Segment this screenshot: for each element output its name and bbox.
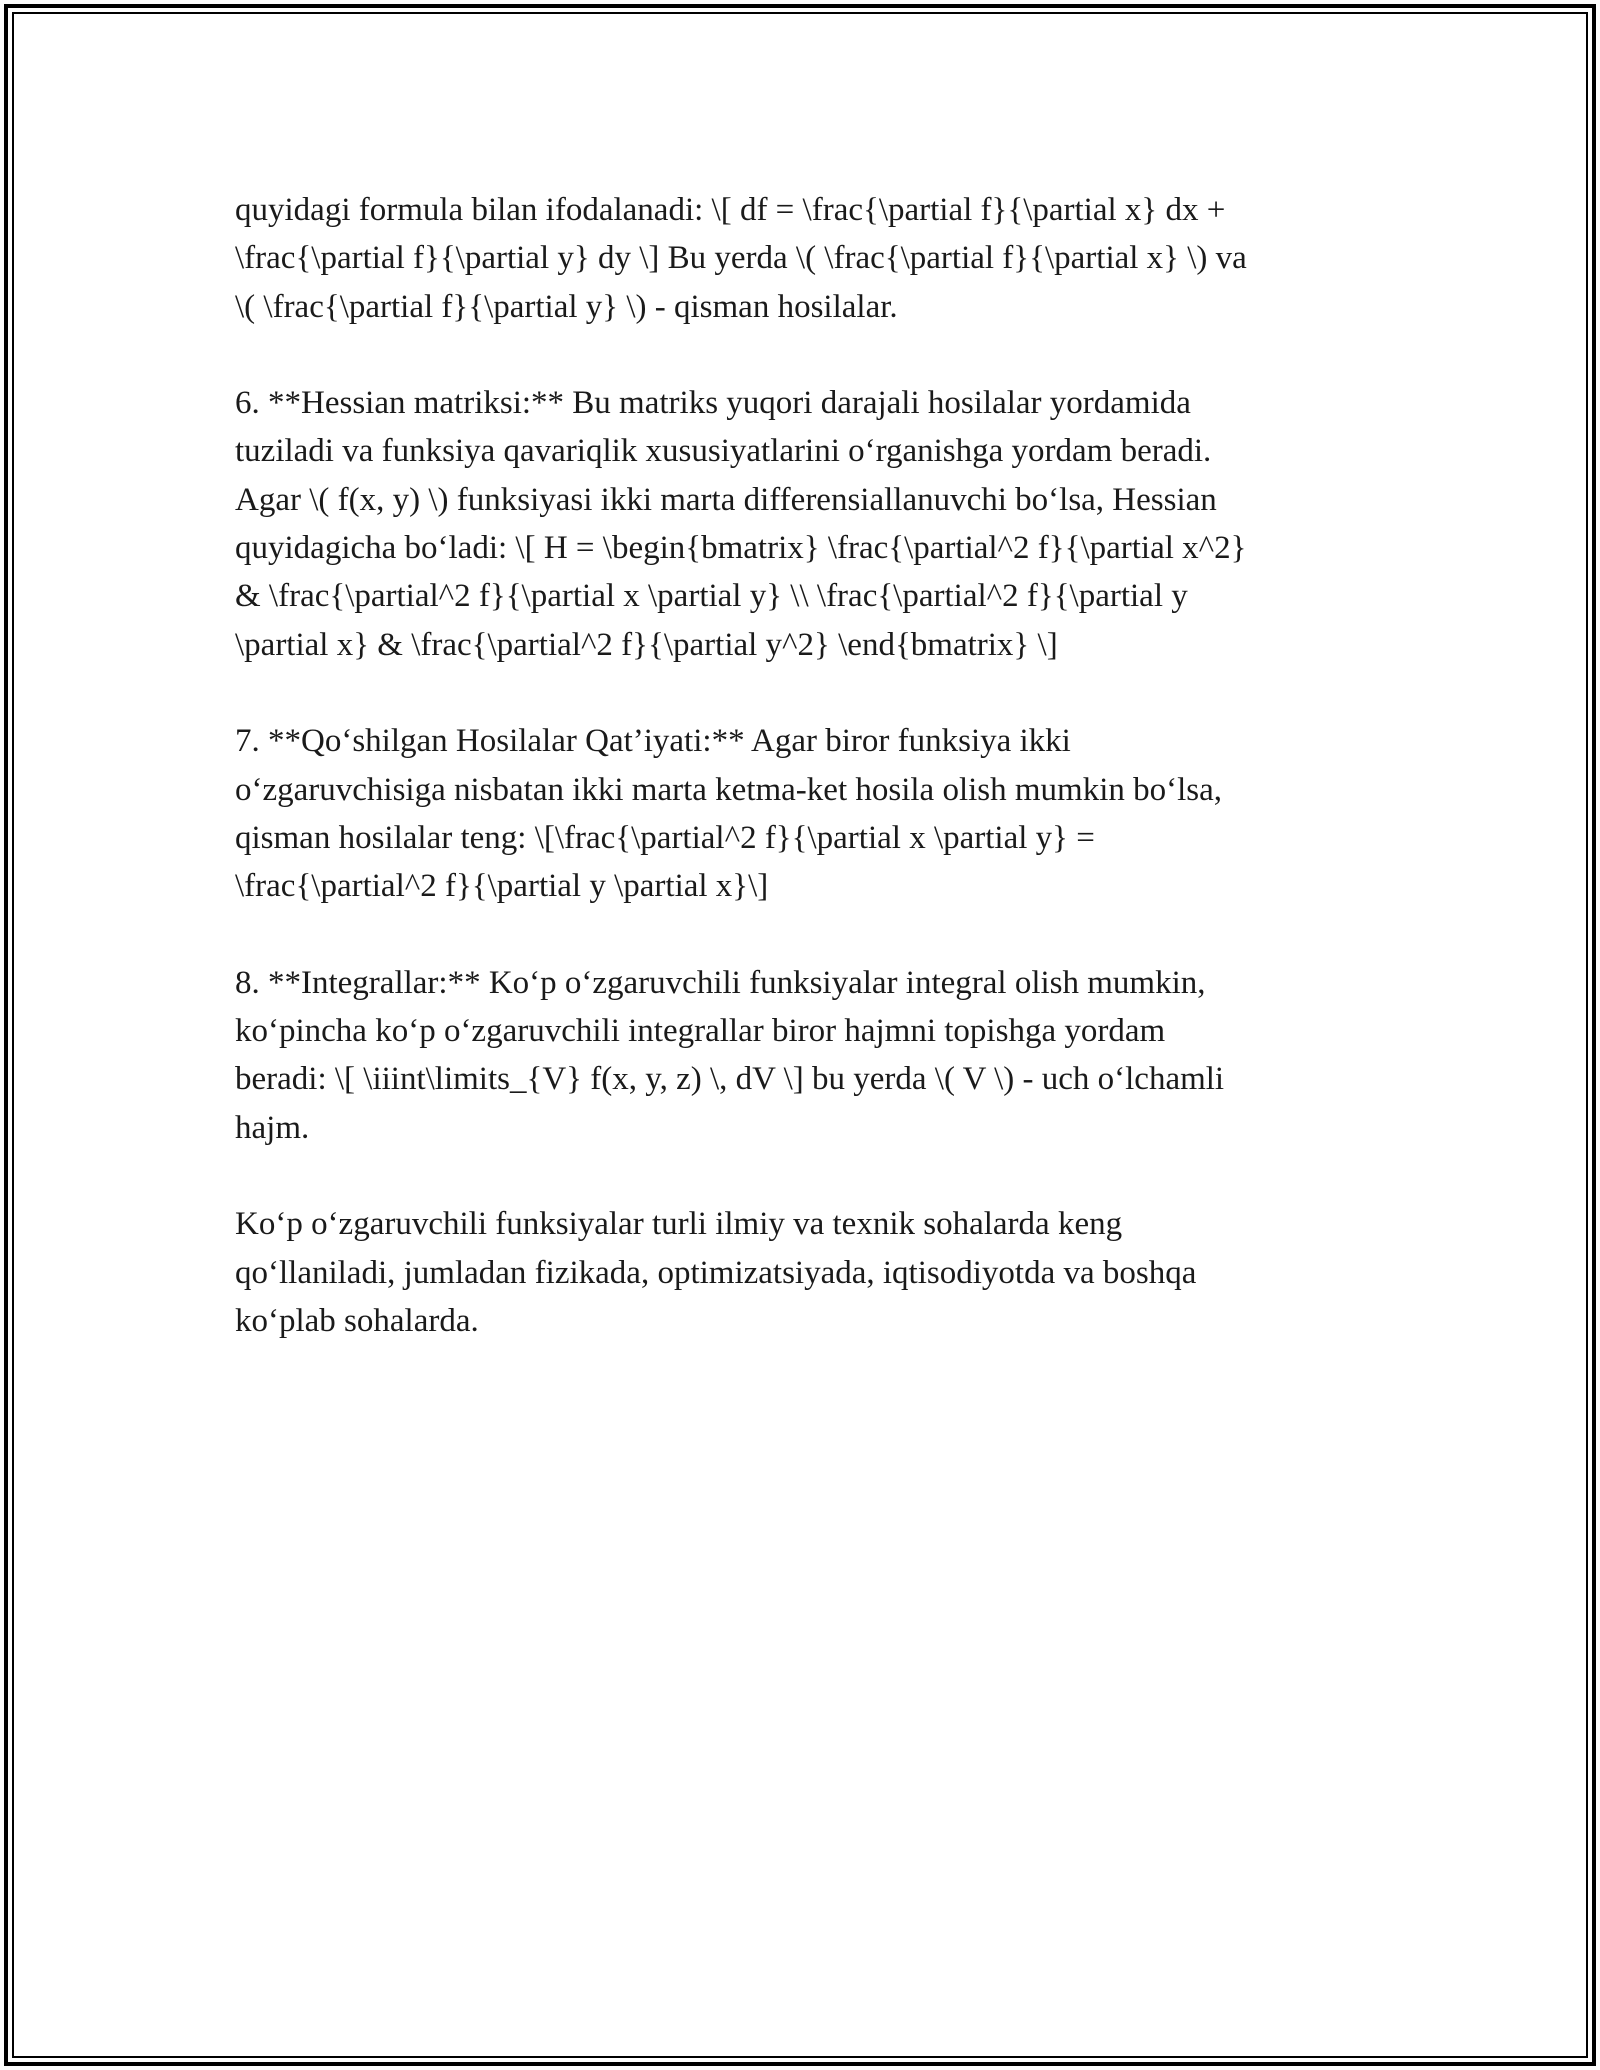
text-line: ko‘pincha ko‘p o‘zgaruvchili integrallar biror hajmni topishga yordam xyxy=(235,1013,1166,1050)
text-line: Ko‘p o‘zgaruvchili funksiyalar turli ilmiy va texnik sohalarda keng xyxy=(235,1206,1123,1243)
text-line: tuziladi va funksiya qavariqlik xususiyatlarini o‘rganishga yordam beradi. xyxy=(235,433,1212,470)
text-line: \partial x} & \frac{\partial^2 f}{\partial y^2} \end{bmatrix} \] xyxy=(235,626,1058,663)
paragraph-intro-differential xyxy=(235,186,1375,331)
text-line: \frac{\partial^2 f}{\partial y \partial x}\] xyxy=(235,868,769,905)
paragraph-item-7-mixed-derivatives xyxy=(235,717,1375,910)
text-line: \frac{\partial f}{\partial y} dy \] Bu yerda \( \frac{\partial f}{\partial x} \) va xyxy=(235,240,1247,277)
text-line: ko‘plab sohalarda. xyxy=(235,1302,479,1339)
text-line: o‘zgaruvchisiga nisbatan ikki marta ketma-ket hosila olish mumkin bo‘lsa, xyxy=(235,771,1223,808)
text-line: qo‘llaniladi, jumladan fizikada, optimizatsiyada, iqtisodiyotda va boshqa xyxy=(235,1254,1197,1291)
text-line: beradi: \[ \iiint\limits_{V} f(x, y, z) \, dV \] bu yerda \( V \) - uch o‘lchamli xyxy=(235,1061,1225,1098)
text-line: 6. **Hessian matriksi:** Bu matriks yuqori darajali hosilalar yordamida xyxy=(235,385,1191,422)
text-line: 8. **Integrallar:** Ko‘p o‘zgaruvchili funksiyalar integral olish mumkin, xyxy=(235,964,1206,1001)
paragraph-conclusion xyxy=(235,1200,1375,1345)
paragraph-item-8-integrals xyxy=(235,959,1375,1152)
text-line: qisman hosilalar teng: \[\frac{\partial^2 f}{\partial x \partial y} = xyxy=(235,819,1095,856)
text-line: 7. **Qo‘shilgan Hosilalar Qat’iyati:** Agar biror funksiya ikki xyxy=(235,723,1071,760)
text-line: quyidagicha bo‘ladi: \[ H = \begin{bmatrix} \frac{\partial^2 f}{\partial x^2} xyxy=(235,530,1247,567)
paragraph-item-6-hessian xyxy=(235,379,1375,669)
document-body xyxy=(235,186,1375,1393)
text-line: & \frac{\partial^2 f}{\partial x \partial y} \\ \frac{\partial^2 f}{\partial y xyxy=(235,578,1188,615)
text-line: \( \frac{\partial f}{\partial y} \) - qisman hosilalar. xyxy=(235,288,898,325)
text-line: hajm. xyxy=(235,1109,310,1146)
text-line: quyidagi formula bilan ifodalanadi: \[ df = \frac{\partial f}{\partial x} dx + xyxy=(235,192,1226,228)
text-line: Agar \( f(x, y) \) funksiyasi ikki marta differensiallanuvchi bo‘lsa, Hessian xyxy=(235,481,1217,518)
